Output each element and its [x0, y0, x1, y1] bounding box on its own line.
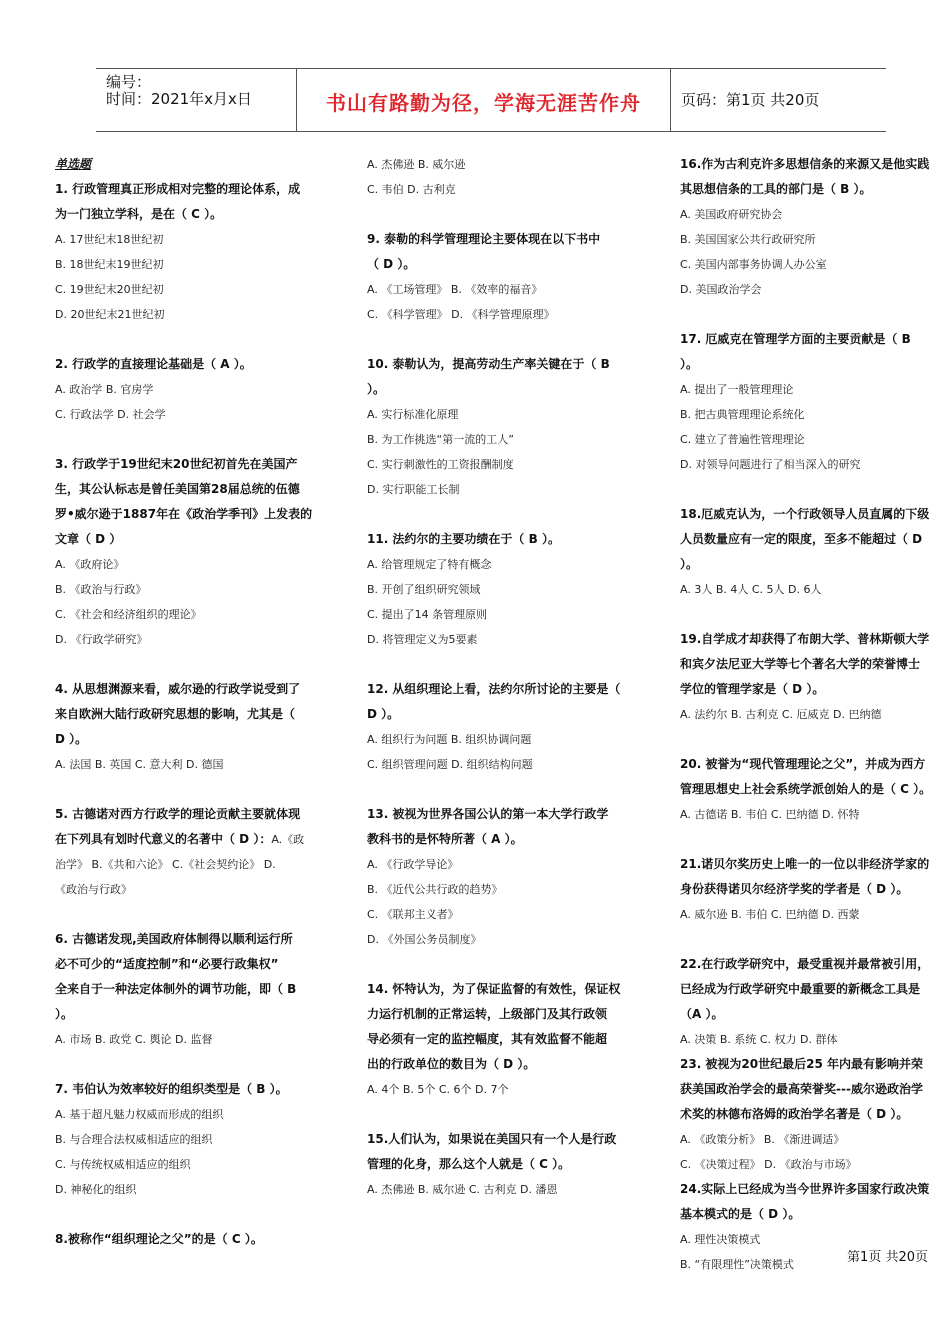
option: C. 《社会和经济组织的理论》 — [55, 608, 202, 621]
question-stem: 已经成为行政学研究中最重要的新概念工具是 — [680, 982, 921, 996]
option: A. 实行标准化原理 — [367, 408, 459, 421]
option: A.《政 — [271, 833, 305, 846]
question-stem: 教科书的是怀特所著（ A ）。 — [367, 832, 523, 846]
question-stem: 其思想信条的工具的部门是（ B ）。 — [680, 182, 872, 196]
motto-text: 书山有路勤为径，学海无涯苦作舟 — [326, 91, 641, 115]
option: D. 对领导问题进行了相当深入的研究 — [680, 458, 861, 471]
question-stem: 18.厄威克认为，一个行政领导人员直属的下级 — [680, 507, 930, 521]
question-stem: 2. 行政学的直接理论基础是（ A ）。 — [55, 357, 252, 371]
header-motto-cell — [297, 69, 671, 131]
option: A. 古德诺 B. 韦伯 C. 巴纳德 D. 怀特 — [680, 808, 860, 821]
option: A. 市场 B. 政党 C. 舆论 D. 监督 — [55, 1033, 213, 1046]
question-stem: 16.作为古利克许多思想信条的来源又是他实践 — [680, 157, 930, 171]
page-code-label: 页码：第1页 共20页 — [681, 91, 820, 109]
question-stem: 全来自于一种法定体制外的调节功能，即（ B — [55, 982, 297, 996]
option: A. 杰佛逊 B. 威尔逊 C. 古利克 D. 潘恩 — [367, 1183, 558, 1196]
option: C. 与传统权威相适应的组织 — [55, 1158, 191, 1171]
option: B. 开创了组织研究领域 — [367, 583, 481, 596]
question-stem: ）。 — [680, 557, 699, 571]
option: A. 4个 B. 5个 C. 6个 D. 7个 — [367, 1083, 509, 1096]
option: A. 3人 B. 4人 C. 5人 D. 6人 — [680, 583, 822, 596]
column-3 — [680, 152, 932, 1277]
question-stem-text: 在下列具有划时代意义的名著中（ D ）： — [55, 832, 272, 846]
option: B. 美国国家公共行政研究所 — [680, 233, 816, 246]
question-stem: 罗•威尔逊于1887年在《政治学季刊》上发表的 — [55, 507, 313, 521]
question-stem: 8.被称作“组织理论之父”的是（ C ）。 — [55, 1232, 263, 1246]
question-stem: 基本模式的是（ D ）。 — [680, 1207, 801, 1221]
option: C. 建立了普遍性管理理论 — [680, 433, 805, 446]
option: A. 组织行为问题 B. 组织协调问题 — [367, 733, 532, 746]
option: A. 威尔逊 B. 韦伯 C. 巴纳德 D. 西蒙 — [680, 908, 860, 921]
question-stem: 14. 怀特认为，为了保证监督的有效性，保证权 — [367, 982, 621, 996]
question-stem: D ）。 — [367, 707, 400, 721]
question-stem: （ D ）。 — [367, 257, 416, 271]
question-stem: 身份获得诺贝尔经济学奖的学者是（ D ）。 — [680, 882, 909, 896]
question-stem: 出的行政单位的数目为（ D ）。 — [367, 1057, 536, 1071]
question-stem: 15.人们认为，如果说在美国只有一个人是行政 — [367, 1132, 617, 1146]
question-stem: 为一门独立学科，是在（ C ）。 — [55, 207, 223, 221]
question-stem: 20. 被誉为“现代管理理论之父”，并成为西方 — [680, 757, 926, 771]
question-stem: 和宾夕法尼亚大学等七个著名大学的荣誉博士 — [680, 657, 921, 671]
option: B. 18世纪末19世纪初 — [55, 258, 164, 271]
option: D. 《外国公务员制度》 — [367, 933, 482, 946]
question-stem: 生，其公认标志是曾任美国第28届总统的伍德 — [55, 482, 300, 496]
header-page-cell — [671, 69, 886, 131]
question-stem: ）。 — [367, 382, 386, 396]
page-header — [96, 68, 886, 132]
option: B. 与合理合法权威相适应的组织 — [55, 1133, 213, 1146]
option: A. 给管理规定了特有概念 — [367, 558, 492, 571]
option: C. 《联邦主义者》 — [367, 908, 459, 921]
option: D. 神秘化的组织 — [55, 1183, 137, 1196]
question-stem: （A ）。 — [680, 1007, 724, 1021]
page-footer: 第1页 共20页 — [847, 1250, 928, 1265]
option: D. 实行职能工长制 — [367, 483, 460, 496]
option: A. 《行政学导论》 — [367, 858, 459, 871]
question-stem: 人员数量应有一定的限度，至多不能超过（ D — [680, 532, 923, 546]
option: A. 政治学 B. 官房学 — [55, 383, 154, 396]
question-stem: 术奖的林德布洛姆的政治学名著是（ D ）。 — [680, 1107, 909, 1121]
question-stem: 导必须有一定的监控幅度，其有效监督不能超 — [367, 1032, 608, 1046]
question-stem: 4. 从思想渊源来看，威尔逊的行政学说受到了 — [55, 682, 301, 696]
option: C. 美国内部事务协调人办公室 — [680, 258, 827, 271]
option: B. “有限理性”决策模式 — [680, 1258, 794, 1271]
option: 治学》 B.《共和六论》 C.《社会契约论》 D. — [55, 858, 276, 871]
option: C. 《科学管理》 D. 《科学管理原理》 — [367, 308, 555, 321]
question-stem: 24.实际上已经成为当今世界许多国家行政决策 — [680, 1182, 930, 1196]
question-stem: 6. 古德诺发现,美国政府体制得以顺利运行所 — [55, 932, 293, 946]
question-stem — [55, 827, 317, 852]
option: B. 把古典管理理论系统化 — [680, 408, 805, 421]
question-stem: 来自欧洲大陆行政研究思想的影响，尤其是（ — [55, 707, 296, 721]
option: A. 决策 B. 系统 C. 权力 D. 群体 — [680, 1033, 838, 1046]
question-stem: 10. 泰勒认为，提高劳动生产率关键在于（ B — [367, 357, 610, 371]
question-stem: 19.自学成才却获得了布朗大学、普林斯顿大学 — [680, 632, 930, 646]
option: C. 行政法学 D. 社会学 — [55, 408, 166, 421]
option: B. 《政治与行政》 — [55, 583, 147, 596]
doc-time-label: 时间：2021年x月x日 — [106, 90, 252, 108]
option: C. 韦伯 D. 古利克 — [367, 183, 456, 196]
option: A. 《政策分析》 B. 《渐进调适》 — [680, 1133, 845, 1146]
option: C. 《决策过程》 D. 《政治与市场》 — [680, 1158, 857, 1171]
question-stem: 12. 从组织理论上看，法约尔所讨论的主要是（ — [367, 682, 621, 696]
question-stem: 17. 厄威克在管理学方面的主要贡献是（ B ）。 — [680, 332, 911, 371]
option: D. 美国政治学会 — [680, 283, 762, 296]
question-stem: 21.诺贝尔奖历史上唯一的一位以非经济学家的 — [680, 857, 930, 871]
question-stem: 11. 法约尔的主要功绩在于（ B ）。 — [367, 532, 560, 546]
option: A. 17世纪末18世纪初 — [55, 233, 164, 246]
question-stem: 管理的化身，那么这个人就是（ C ）。 — [367, 1157, 571, 1171]
question-stem: 7. 韦伯认为效率较好的组织类型是（ B ）。 — [55, 1082, 288, 1096]
question-stem: 5. 古德诺对西方行政学的理论贡献主要就体现 — [55, 807, 301, 821]
option: D. 《行政学研究》 — [55, 633, 148, 646]
option: A. 法国 B. 英国 C. 意大利 D. 德国 — [55, 758, 224, 771]
question-stem: 文章（ D ） — [55, 532, 122, 546]
option: B. 《近代公共行政的趋势》 — [367, 883, 503, 896]
question-stem: 22.在行政学研究中，最受重视并最常被引用， — [680, 957, 930, 971]
option: A. 美国政府研究协会 — [680, 208, 783, 221]
question-stem: 获美国政治学会的最高荣誉奖---威尔逊政治学 — [680, 1082, 923, 1096]
option: A. 基于超凡魅力权威而形成的组织 — [55, 1108, 224, 1121]
question-stem: ）。 — [55, 1007, 74, 1021]
question-stem: 管理思想史上社会系统学派创始人的是（ C ）。 — [680, 782, 932, 796]
option: A. 提出了一般管理理论 — [680, 383, 794, 396]
option: C. 组织管理问题 D. 组织结构问题 — [367, 758, 533, 771]
option: A. 《工场管理》 B. 《效率的福音》 — [367, 283, 543, 296]
option: D. 将管理定义为5要素 — [367, 633, 478, 646]
question-stem: 9. 泰勒的科学管理理论主要体现在以下书中 — [367, 232, 601, 246]
option: A. 理性决策模式 — [680, 1233, 761, 1246]
option: A. 《政府论》 — [55, 558, 125, 571]
header-meta-cell — [96, 69, 297, 131]
question-stem: 学位的管理学家是（ D ）。 — [680, 682, 825, 696]
question-stem: 力运行机制的正常运转，上级部门及其行政领 — [367, 1007, 608, 1021]
section-title: 单选题 — [55, 157, 92, 171]
question-stem: 23. 被视为20世纪最后25 年内最有影响并荣 — [680, 1057, 924, 1071]
column-1 — [55, 152, 317, 1252]
question-stem: 3. 行政学于19世纪末20世纪初首先在美国产 — [55, 457, 298, 471]
option: 《政治与行政》 — [55, 883, 132, 896]
option: D. 20世纪末21世纪初 — [55, 308, 165, 321]
question-stem: 1. 行政管理真正形成相对完整的理论体系，成 — [55, 182, 301, 196]
option: A. 法约尔 B. 古利克 C. 厄威克 D. 巴纳德 — [680, 708, 882, 721]
question-stem: 必不可少的“适度控制”和“必要行政集权” — [55, 957, 279, 971]
column-2 — [367, 152, 629, 1202]
question-stem: 13. 被视为世界各国公认的第一本大学行政学 — [367, 807, 609, 821]
option: C. 提出了14 条管理原则 — [367, 608, 488, 621]
option: B. 为工作挑选“第一流的工人” — [367, 433, 514, 446]
option: C. 实行刺激性的工资报酬制度 — [367, 458, 514, 471]
doc-number-label: 编号： — [106, 73, 152, 91]
option: C. 19世纪末20世纪初 — [55, 283, 164, 296]
option: A. 杰佛逊 B. 威尔逊 — [367, 158, 466, 171]
question-stem: D ）。 — [55, 732, 88, 746]
